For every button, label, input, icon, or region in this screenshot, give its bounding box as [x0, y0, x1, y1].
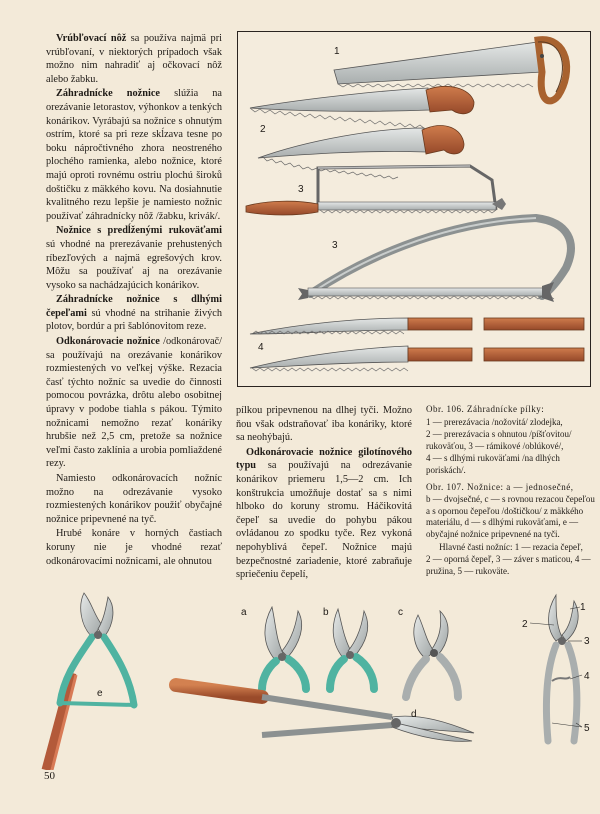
paragraph-pole-pruner: Odkonárovacie nožnice /odkonárovač/ sa používajú na orezávanie konárikov rozmiestených vo veľkej výške. Rezacia časť týchto nožníc sa uvedie do činnosti pomocou povrázka, drôtu alebo osobitnej úpravy v podobe tiahla s pákou. Týmito nožnicami nemožno rezať konáriky hrubšie než 2,5 cm, pretože sa nožnice veľmi často zaklínia a urobia pomliaždené rezy. [46, 336, 222, 470]
caption-fig107-item-1: b — dvojsečné, c — s rovnou rezacou čepeľou a s opornou čepeľou /doštičkou/ z mäkkého materiálu, d — s dlhými rukoväťami, e — obyčajné nožnice pripevnené na tyči. [426, 494, 595, 539]
pruning-saw-2b [258, 126, 464, 179]
caption-fig106-title: Obr. 106. Záhradnícke pílky: [426, 404, 545, 414]
caption-fig107-title: Obr. 107. Nožnice: a — jednosečné, [426, 481, 574, 492]
saw-label-3a: 3 [298, 184, 304, 195]
caption-fig106-item-3: 4 — s dlhými rukoväťami /na dlhých poriskách/. [426, 453, 560, 475]
figure-captions [426, 404, 596, 577]
shears-label-d: d [411, 709, 417, 720]
shears-anvil-c [406, 611, 458, 697]
saw-label-4: 4 [258, 342, 264, 353]
caption-fig107-parts: 2 — oporná čepeľ, 3 — záver s maticou, 4 — pružina, 5 — rukoväte. [426, 554, 591, 576]
long-handle-saw-4b [250, 346, 584, 371]
shears-double-edge-b [330, 609, 374, 689]
left-text-column [46, 32, 222, 568]
paragraph-pole-saw: pílkou pripevnenou na dlhej tyči. Možno ňou však odstraňovať iba konáriky, ktoré sa neohýbajú. [236, 405, 412, 444]
paragraph-garden-shears: Záhradnícke nožnice slúžia na orezávanie letorastov, výhonkov a tenkých konárikov. Vyrábajú sa nožnice s ohnutým ostrím, ktoré sa pri reze skĺzava tesne po boku nápročtivného zhora neostreného plochého ramienka, alebo nožnice, ktoré majú oproti rovnému ostriu plochú široků doštičku z mäkkého kovu. Na dosiahnutie kvalitného rezu lepšie je namiesto nožnic používať záhradnícky nôž /žabku, krivák/. [46, 88, 222, 222]
saw-label-2: 2 [260, 124, 266, 135]
saw-label-3b: 3 [332, 240, 338, 251]
middle-text-column [236, 404, 412, 582]
shears-on-pole-e [46, 593, 134, 770]
paragraph-grafting-knife: Vrúbľovací nôž sa používa najmä pri vrúbľovaní, v niektorých prípadoch však možno nim nahradiť aj očkovací nôž alebo žabku. [46, 33, 222, 85]
frame-saw-3a [246, 166, 506, 215]
shears-illustration [0, 585, 600, 770]
part-label-3: 3 [584, 636, 590, 647]
paragraph-long-blade-shears: Záhradnícke nožnice s dlhými čepeľami sú vhodné na strihanie živých plotov, bordúr a pri šablónovitom reze. [46, 294, 222, 333]
part-label-4: 4 [584, 671, 590, 682]
shears-single-edge-a [262, 607, 306, 689]
bow-saw-3b [298, 218, 571, 302]
saws-figure [237, 31, 591, 387]
hedge-shears-d [174, 685, 474, 741]
shears-parts-diagram [530, 595, 582, 741]
saws-illustration [238, 32, 592, 388]
pruning-saw-2a [250, 86, 474, 129]
shears-label-a: a [241, 607, 247, 618]
caption-fig106-item-2: 2 — prerezávacia s ohnutou /píšťovitou/ rukoväťou, 3 — rámikové /oblúkové/, [426, 429, 572, 451]
paragraph-guillotine-pruner: Odkonárovacie nožnice gilotínového typu sa používajú na odrezávanie konárikov priemeru 1,5—2 cm. Ich konštrukcia umožňuje dostať sa s nimi hlboko do koruny stromu. Háčikovitá čepeľ sa uvedie do pohybu pákou ovládanou zo spodku tyče. Rez vykoná nepohyblivá čepeľ. Nožnice majú bezpečnostné zariadenie, ktoré zabraňuje spriečeniu čepelí, [236, 446, 412, 581]
part-label-2: 2 [522, 619, 528, 630]
paragraph-shears-on-pole: Namiesto odkonárovacích nožníc možno na odrezávanie vysoko rozmiestených konárikov použiť obyčajné nožnice pripevnené na tyč. [46, 473, 222, 525]
shears-label-e: e [97, 688, 103, 699]
shears-label-c: c [398, 607, 403, 618]
paragraph-thick-branches: Hrubé konáre v horných častiach koruny nie je vhodné rezať odkonárovacími nožnicami, ale ohnutou [46, 528, 222, 567]
part-label-1: 1 [580, 602, 586, 613]
page-number: 50 [44, 770, 55, 782]
caption-fig106-item-1: 1 — prerezávacia /nožovitá/ zlodejka, [426, 416, 563, 427]
paragraph-long-handle-shears: Nožnice s predĺženými rukoväťami sú vhodné na prerezávanie prehustených ríbezľových a najmä egrešových krov. Môžu sa používať aj na orezávanie vysoko sa nachádzajúcich konárikov. [46, 225, 222, 291]
part-label-5: 5 [584, 723, 590, 734]
caption-fig107-parts-title: Hlavné časti nožníc: 1 — rezacia čepeľ, [439, 541, 583, 552]
shears-label-b: b [323, 607, 329, 618]
saw-label-1: 1 [334, 46, 340, 57]
long-handle-saw-4a [250, 318, 584, 334]
